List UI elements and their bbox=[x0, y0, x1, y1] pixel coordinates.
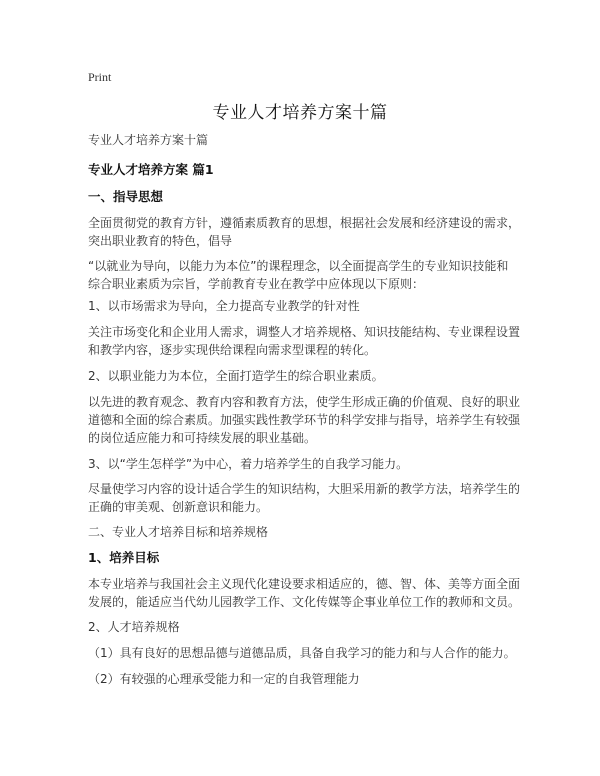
principle-1-heading: 1、以市场需求为导向，全力提高专业教学的针对性 bbox=[88, 299, 360, 313]
paragraph-4: 关注市场变化和企业用人需求，调整人才培养规格、知识技能结构、专业课程设置和教学内容，逐步实现供给课程向需求型课程的转化。 bbox=[88, 325, 521, 357]
print-label: Print bbox=[88, 70, 112, 84]
paragraph-10: 本专业培养与我国社会主义现代化建设要求相适应的，德、智、体、美等方面全面发展的，能适应当代幼儿园教学工作、文化传媒等企事业单位工作的教师和文员。 bbox=[88, 577, 521, 609]
paragraph-8: 尽量使学习内容的设计适合学生的知识结构，大胆采用新的教学方法，培养学生的正确的审美观、创新意识和能力。 bbox=[88, 482, 521, 514]
spec-item-2: （2）有较强的心理承受能力和一定的自我管理能力 bbox=[88, 672, 360, 686]
paragraph-2: “以就业为导向，以能力为本位”的课程理念，以全面提高学生的专业知识技能和综合职业素质为宗旨，学前教育专业在教学中应体现以下原则： bbox=[88, 259, 509, 291]
section-heading: 专业人才培养方案 篇1 bbox=[88, 162, 214, 177]
heading-training-goals: 二、专业人才培养目标和培养规格 bbox=[88, 525, 269, 539]
paragraph-1: 全面贯彻党的教育方针，遵循素质教育的思想，根据社会发展和经济建设的需求，突出职业教育的特色，倡导 bbox=[88, 216, 521, 248]
heading-guiding-ideology: 一、指导思想 bbox=[88, 189, 164, 204]
heading-training-target: 1、培养目标 bbox=[88, 550, 160, 565]
paragraph-6: 以先进的教育观念、教育内容和教育方法，使学生形成正确的价值观、良好的职业道德和全面的综合素质。加强实践性教学环节的科学安排与指导，培养学生有较强的岗位适应能力和可持续发展的职业基础。 bbox=[88, 395, 521, 445]
document-subtitle: 专业人才培养方案十篇 bbox=[88, 133, 209, 147]
page-title: 专业人才培养方案十篇 bbox=[212, 103, 388, 123]
principle-3-heading: 3、以“学生怎样学”为中心，着力培养学生的自我学习能力。 bbox=[88, 457, 409, 471]
principle-2-heading: 2、以职业能力为本位，全面打造学生的综合职业素质。 bbox=[88, 369, 384, 383]
spec-item-1: （1）具有良好的思想品德与道德品质，具备自我学习的能力和与人合作的能力。 bbox=[88, 646, 516, 660]
heading-talent-spec: 2、人才培养规格 bbox=[88, 620, 180, 634]
